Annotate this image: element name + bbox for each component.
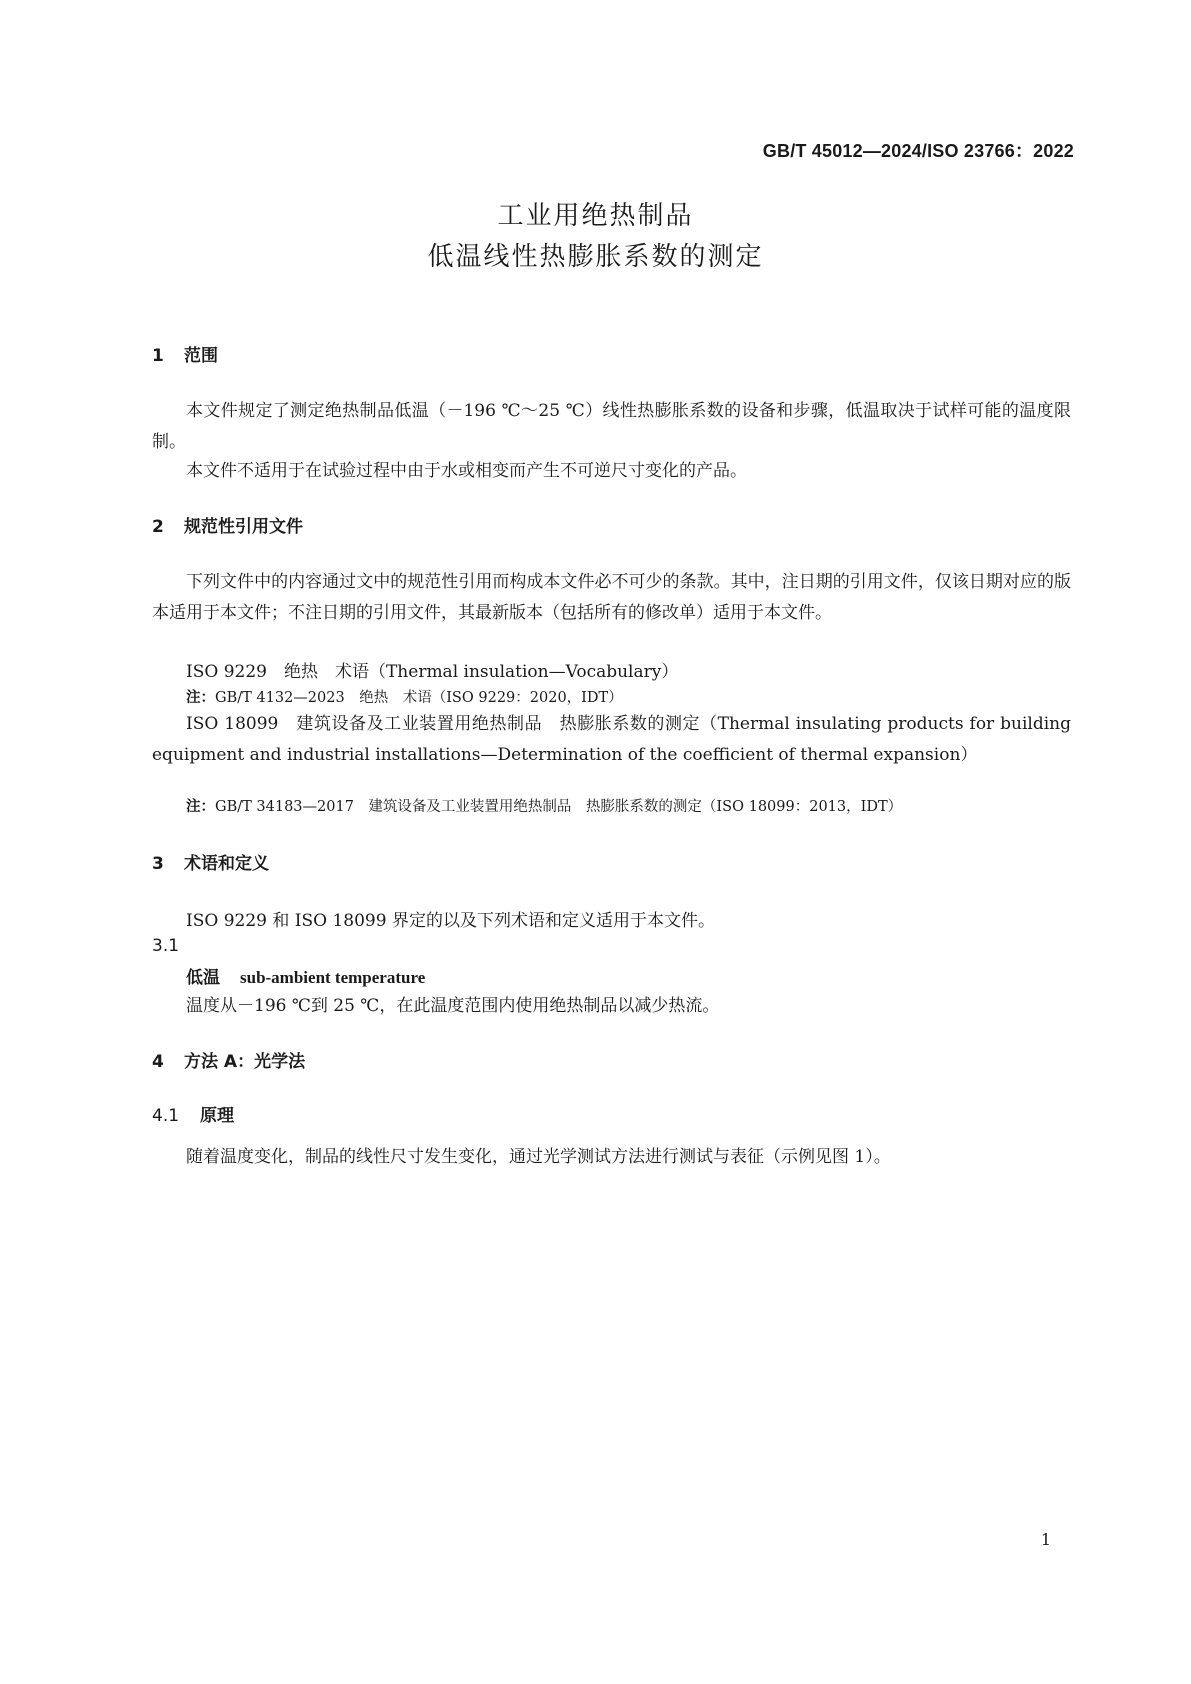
section-title: 术语和定义 <box>184 854 269 874</box>
term-definition: 温度从－196 ℃到 25 ℃，在此温度范围内使用绝热制品以减少热流。 <box>186 996 720 1016</box>
document-title-line-1: 工业用绝热制品 <box>497 201 694 231</box>
section-2-heading <box>152 512 303 537</box>
section-3-heading <box>152 849 269 874</box>
reference-iso-9229: ISO 9229 绝热 术语（Thermal insulation—Vocabulary） <box>186 662 679 682</box>
term-chinese: 低温 <box>186 968 220 988</box>
section-2-paragraph-1 <box>152 567 1071 629</box>
section-4-heading <box>152 1047 305 1072</box>
term-english: sub-ambient temperature <box>240 968 426 987</box>
term-entry <box>186 963 425 988</box>
subsection-title: 原理 <box>200 1106 234 1126</box>
section-1-paragraph-2: 本文件不适用于在试验过程中由于水或相变而产生不可逆尺寸变化的产品。 <box>186 461 747 481</box>
section-1-paragraph-1 <box>152 396 1071 458</box>
reference-iso-18099 <box>152 709 1071 771</box>
section-3-paragraph-1: ISO 9229 和 ISO 18099 界定的以及下列术语和定义适用于本文件。 <box>186 911 715 931</box>
note-1 <box>186 686 623 707</box>
section-number: 1 <box>152 346 164 366</box>
paragraph-text: 下列文件中的内容通过文中的规范性引用而构成本文件必不可少的条款。其中，注日期的引用文件，仅该日期对应的版本适用于本文件；不注日期的引用文件，其最新版本（包括所有的修改单）适用于本文件。 <box>152 572 1071 623</box>
page-number: 1 <box>1040 1530 1051 1549</box>
section-number: 4 <box>152 1052 164 1072</box>
section-number: 3 <box>152 854 164 874</box>
section-1-heading <box>152 341 218 366</box>
note-label: 注： <box>186 690 215 706</box>
note-2 <box>186 795 902 816</box>
section-number: 2 <box>152 517 164 537</box>
paragraph-text: 本文件规定了测定绝热制品低温（－196 ℃～25 ℃）线性热膨胀系数的设备和步骤，低温取决于试样可能的温度限制。 <box>152 401 1071 452</box>
standard-number: GB/T 45012—2024/ISO 23766：2022 <box>762 141 1074 161</box>
subsection-number: 4.1 <box>152 1106 180 1126</box>
section-title: 方法 A：光学法 <box>184 1052 306 1072</box>
note-text: GB/T 34183—2017 建筑设备及工业装置用绝热制品 热膨胀系数的测定（ISO 18099：2013，IDT） <box>215 799 903 815</box>
document-title-line-2: 低温线性热膨胀系数的测定 <box>427 242 764 272</box>
reference-text: ISO 18099 建筑设备及工业装置用绝热制品 热膨胀系数的测定（Thermal insulating products for building equipment and industrial installations—Determination of the coefficient of thermal expansion） <box>152 714 1071 765</box>
section-title: 范围 <box>184 346 218 366</box>
note-label: 注： <box>186 799 215 815</box>
section-4-1-paragraph: 随着温度变化，制品的线性尺寸发生变化，通过光学测试方法进行测试与表征（示例见图 1）。 <box>186 1147 891 1167</box>
subsection-4-1-heading <box>152 1101 234 1126</box>
note-text: GB/T 4132—2023 绝热 术语（ISO 9229：2020，IDT） <box>215 690 623 706</box>
subsection-3-1-number: 3.1 <box>152 936 180 956</box>
section-title: 规范性引用文件 <box>184 517 303 537</box>
